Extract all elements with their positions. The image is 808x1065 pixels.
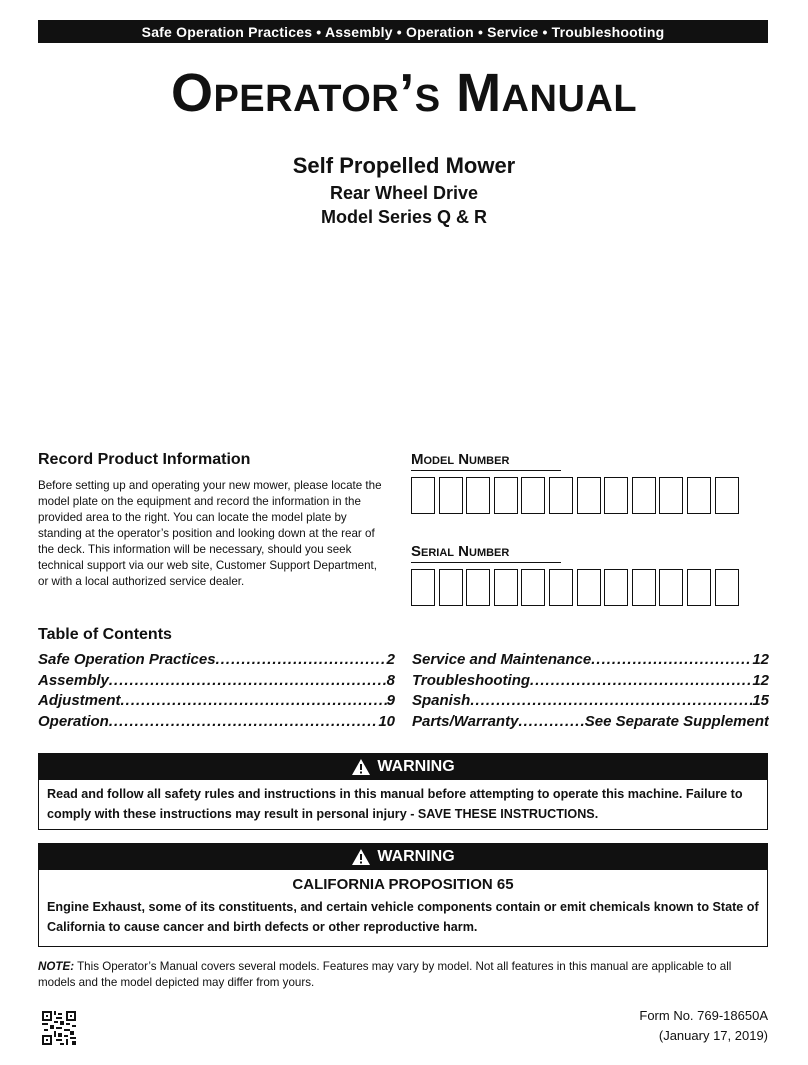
- toc-entry-title: Troubleshooting: [412, 671, 531, 689]
- prop65-text: Engine Exhaust, some of its constituents, and certain vehicle components contain or emit chemicals known to State of California to cause cancer and birth defects or other reproductive harm.: [47, 900, 759, 934]
- toc-leader: [109, 672, 387, 689]
- toc-entry: [38, 692, 395, 713]
- entry-box: [632, 569, 656, 606]
- serial-number-boxes: [411, 569, 771, 606]
- toc-leader: [591, 651, 752, 668]
- warning-text: Read and follow all safety rules and instructions in this manual before attempting to operate this machine. Failure to comply with these instructions may result in personal injury - SAVE THESE INSTRUCTIONS.: [47, 787, 743, 821]
- note-label: NOTE:: [38, 960, 75, 973]
- toc-entry-title: Service and Maintenance: [412, 651, 592, 668]
- entry-box: [411, 569, 435, 606]
- entry-box: [577, 477, 601, 514]
- toc-entry: [412, 713, 769, 734]
- warning-header: [39, 844, 767, 870]
- toc-entry-page: 8: [386, 671, 395, 689]
- entry-box: [494, 569, 518, 606]
- toc-entry-title: Assembly: [38, 671, 109, 689]
- entry-box: [659, 477, 683, 514]
- toc-entry-page: 2: [386, 651, 395, 668]
- toc-leader: [121, 692, 387, 709]
- toc-entry: [412, 651, 769, 672]
- note-text: This Operator’s Manual covers several models. Features may vary by model. Not all features in this manual are applicable to all models and the model depicted may differ from yours.: [38, 960, 732, 989]
- entry-box: [604, 477, 628, 514]
- toc-entry: [38, 651, 395, 672]
- model-number-boxes: [411, 477, 771, 514]
- toc-right-column: [412, 651, 769, 734]
- drive-type: Rear Wheel Drive: [329, 183, 479, 203]
- toc-entry-page: 10: [378, 713, 395, 731]
- toc-entry-page: 15: [752, 692, 769, 710]
- entry-box: [439, 569, 463, 606]
- toc-leader: [109, 713, 378, 730]
- record-heading: Record Product Information: [38, 451, 251, 468]
- toc-entry-title: Adjustment: [38, 692, 121, 710]
- entry-box: [466, 477, 490, 514]
- toc-entry-page: 12: [752, 651, 769, 668]
- toc-entry-page: 12: [752, 671, 769, 689]
- form-info: [639, 1006, 768, 1046]
- warning-label: WARNING: [377, 848, 455, 865]
- entry-box: [411, 477, 435, 514]
- model-number-block: [411, 451, 771, 514]
- entry-box: [521, 569, 545, 606]
- manual-title: Operator’s Manual: [170, 63, 638, 123]
- qr-code-icon: [42, 1011, 76, 1045]
- note-paragraph: [38, 959, 768, 991]
- warning-triangle-icon: [351, 848, 371, 866]
- toc-leader: [470, 692, 752, 709]
- model-series: Model Series Q & R: [320, 207, 488, 227]
- toc-entry-page: 9: [386, 692, 395, 710]
- record-body: Before setting up and operating your new mower, please locate the model plate on the equipment and record the information in the provided area to the right. You can locate the model plate by standing at the operator’s position and looking down at the rear of the deck. This information will be necessary, should you seek technical support via our web site, Customer Support Department, or with a local authorized service dealer.: [38, 479, 382, 588]
- entry-box: [715, 477, 739, 514]
- toc-heading: Table of Contents: [38, 626, 172, 643]
- toc-entry: [38, 672, 395, 693]
- warning-label: WARNING: [377, 758, 455, 775]
- topbar-banner: Safe Operation Practices • Assembly • Operation • Service • Troubleshooting: [38, 20, 768, 43]
- serial-number-block: [411, 543, 771, 606]
- prop65-warning-box: [38, 843, 768, 947]
- toc-left-column: [38, 651, 395, 734]
- entry-box: [604, 569, 628, 606]
- entry-box: [466, 569, 490, 606]
- toc-entry: [38, 713, 395, 734]
- toc-entry-title: Parts/Warranty: [412, 713, 519, 731]
- entry-box: [521, 477, 545, 514]
- entry-box: [715, 569, 739, 606]
- toc-entry-title: Safe Operation Practices: [38, 651, 216, 668]
- entry-box: [659, 569, 683, 606]
- product-subtitle: Self Propelled Mower: [292, 153, 516, 178]
- entry-box: [439, 477, 463, 514]
- safety-warning-box: [38, 753, 768, 830]
- toc-entry: [412, 692, 769, 713]
- form-date: (January 17, 2019): [658, 1028, 768, 1043]
- entry-box: [549, 477, 573, 514]
- toc-leader: [216, 651, 387, 668]
- toc-entry-title: Spanish: [412, 692, 471, 710]
- warning-header: [39, 754, 767, 780]
- entry-box: [687, 569, 711, 606]
- entry-box: [632, 477, 656, 514]
- entry-box: [687, 477, 711, 514]
- serial-number-label: Serial Number: [411, 543, 561, 563]
- prop65-heading: CALIFORNIA PROPOSITION 65: [292, 876, 514, 893]
- entry-box: [494, 477, 518, 514]
- warning-triangle-icon: [351, 758, 371, 776]
- toc-leader: [530, 672, 752, 689]
- toc-entry-title: Operation: [38, 713, 109, 731]
- form-number: Form No. 769-18650A: [639, 1008, 768, 1023]
- toc-entry: [412, 672, 769, 693]
- entry-box: [577, 569, 601, 606]
- model-number-label: Model Number: [411, 451, 561, 471]
- toc-leader: [518, 713, 584, 730]
- toc-entry-page: See Separate Supplement: [584, 713, 769, 731]
- entry-box: [549, 569, 573, 606]
